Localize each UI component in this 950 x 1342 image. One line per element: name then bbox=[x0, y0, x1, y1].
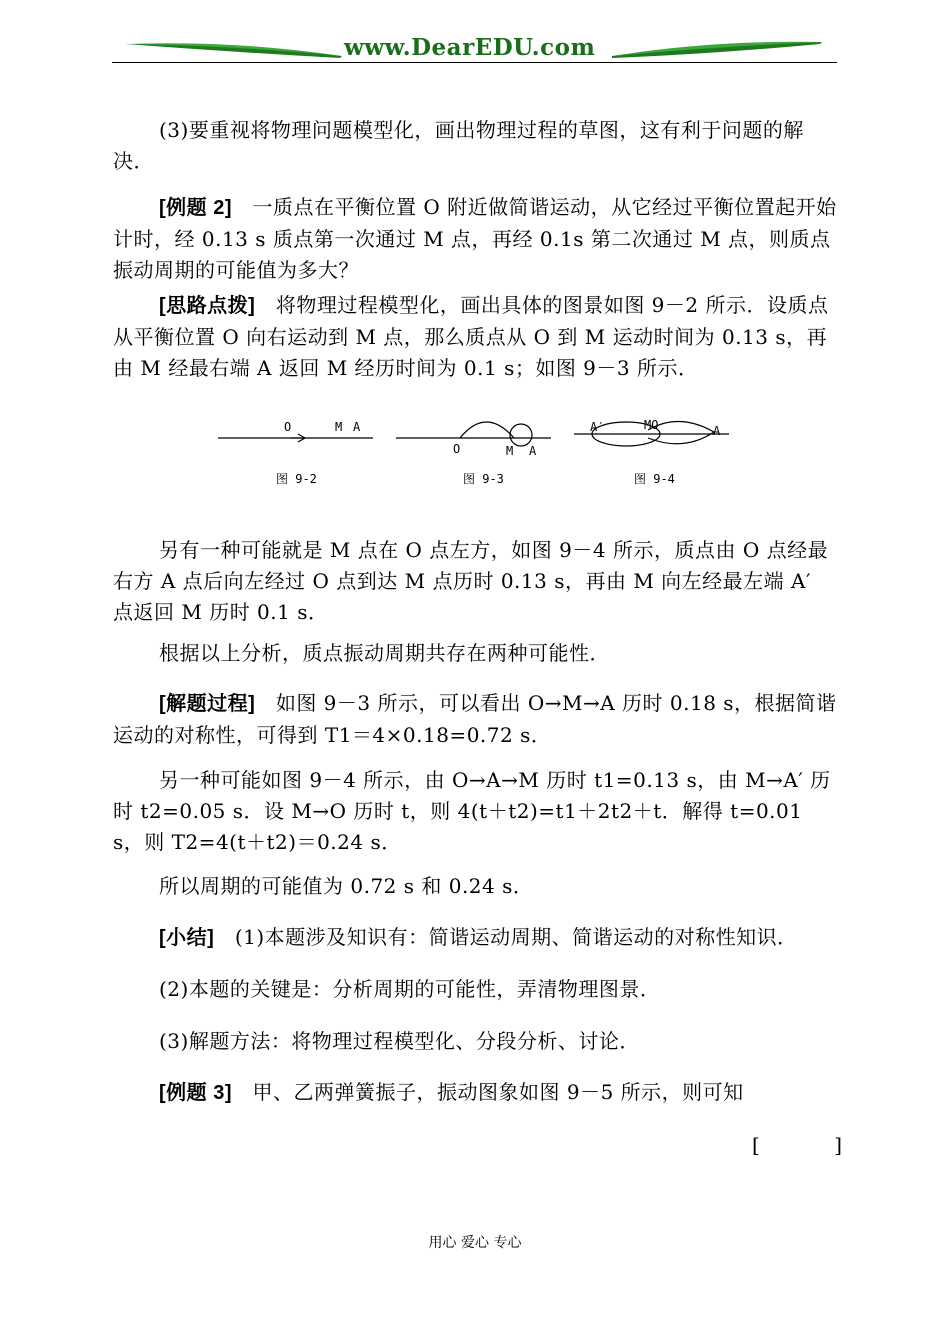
paragraph-text: (3)要重视将物理问题模型化，画出物理过程的草图，这有利于问题的解决． bbox=[113, 118, 804, 173]
paragraph-analysis bbox=[113, 638, 838, 669]
site-logo-text: www.DearEDU.com bbox=[344, 34, 596, 61]
page-footer: 用心 爱心 专心 bbox=[428, 1235, 522, 1251]
paragraph-answer bbox=[113, 871, 838, 902]
solution-tag: [解题过程] bbox=[159, 693, 256, 715]
paragraph-text: 根据以上分析，质点振动周期共存在两种可能性． bbox=[159, 641, 610, 665]
figure-9-4 bbox=[574, 418, 734, 488]
paragraph-example-2 bbox=[113, 192, 838, 286]
paragraph-text: 将物理过程模型化，画出具体的图景如图 9－2 所示．设质点从平衡位置 O 向右运动到 M 点，那么质点从 O 到 M 运动时间为 0.13 s，再由 M 经最右端 A 返回 M 经历时间为 0.1 s；如图 9－3 所示． bbox=[113, 293, 829, 380]
paragraph-alternative bbox=[113, 535, 838, 628]
example-2-tag: [例题 2] bbox=[159, 197, 232, 219]
figure-caption: 图 9-3 bbox=[463, 472, 504, 486]
paragraph-text: 所以周期的可能值为 0.72 s 和 0.24 s． bbox=[159, 874, 534, 898]
label-o: O bbox=[284, 420, 292, 434]
bracket-left: [ bbox=[752, 1133, 760, 1157]
paragraph-summary bbox=[113, 922, 838, 954]
figure-9-3-diagram bbox=[396, 414, 556, 448]
paragraph-text: (3)解题方法：将物理过程模型化、分段分析、讨论． bbox=[159, 1029, 640, 1053]
paragraph-key-point bbox=[113, 974, 838, 1005]
paragraph-modeling-tip bbox=[113, 115, 838, 177]
paragraph-text: (2)本题的关键是：分析周期的可能性，弄清物理图景． bbox=[159, 977, 661, 1001]
figure-caption: 图 9-4 bbox=[634, 472, 675, 486]
paragraph-solution-process bbox=[113, 688, 838, 751]
figure-9-2 bbox=[218, 418, 378, 488]
paragraph-text: 另有一种可能就是 M 点在 O 点左方，如图 9－4 所示，质点由 O 点经最右方 A 点后向左经过 O 点到达 M 点历时 0.13 s，再由 M 向左经最左端 A′ 点返回 M 历时 0.1 s． bbox=[113, 538, 829, 624]
paragraph-second-case bbox=[113, 765, 838, 858]
paragraph-example-3 bbox=[113, 1077, 838, 1109]
header-banner bbox=[112, 34, 837, 64]
summary-tag: [小结] bbox=[159, 927, 215, 949]
label-a-prime: A′ bbox=[590, 420, 605, 434]
paragraph-text: 甲、乙两弹簧振子，振动图象如图 9－5 所示，则可知 bbox=[232, 1080, 744, 1104]
label-a: A bbox=[713, 424, 721, 438]
paragraph-text: 另一种可能如图 9－4 所示，由 O→A→M 历时 t1=0.13 s，由 M→A′ 历时 t2=0.05 s．设 M→O 历时 t，则 4(t＋t2)=t1＋2t2＋t．解得 t=0.01 s，则 T2=4(t＋t2)＝0.24 s． bbox=[113, 768, 831, 854]
example-3-tag: [例题 3] bbox=[159, 1082, 232, 1104]
paragraph-solution-hint bbox=[113, 290, 838, 384]
answer-bracket bbox=[752, 1133, 842, 1157]
label-mo: MO bbox=[644, 418, 659, 432]
header-rule bbox=[112, 62, 837, 63]
paragraph-method bbox=[113, 1026, 838, 1057]
label-o: O bbox=[453, 442, 461, 456]
paragraph-text: (1)本题涉及知识有：简谐运动周期、简谐运动的对称性知识． bbox=[214, 925, 798, 949]
label-m: M bbox=[335, 420, 343, 434]
bracket-right: ] bbox=[834, 1133, 842, 1157]
label-a: A bbox=[353, 420, 361, 434]
label-m: M bbox=[506, 444, 514, 458]
figure-9-3 bbox=[396, 414, 556, 488]
label-a: A bbox=[529, 444, 537, 458]
hint-tag: [思路点拨] bbox=[159, 295, 256, 317]
figure-caption: 图 9-2 bbox=[276, 472, 317, 486]
paragraph-text: 如图 9－3 所示，可以看出 O→M→A 历时 0.18 s，根据简谐运动的对称性，可得到 T1＝4×0.18=0.72 s． bbox=[113, 691, 837, 747]
paragraph-text: 一质点在平衡位置 O 附近做简谐运动，从它经过平衡位置起开始计时，经 0.13 s 质点第一次通过 M 点，再经 0.1s 第二次通过 M 点，则质点振动周期的可能值为多大？ bbox=[113, 195, 837, 282]
